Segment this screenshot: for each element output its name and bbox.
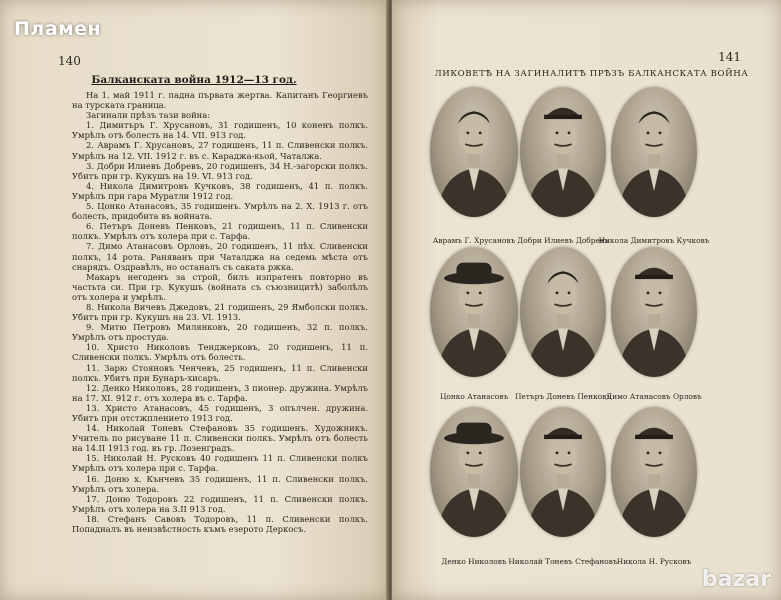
portrait-caption: Денко Николовъ xyxy=(441,557,507,566)
casualty-list xyxy=(72,90,368,534)
seller-watermark: Пламен xyxy=(14,18,102,40)
portrait-photo xyxy=(430,87,518,217)
list-item: 7. Димо Атанасовъ Орловъ, 20 годишенъ, 11 пѣх. Сливенски полкъ, 14 рота. Раняванъ при Чаталджа на седемь мѣста отъ снарядъ. Оздравѣлъ, но останалъ съ саката ржка. xyxy=(72,241,368,272)
portraits-heading: ЛИКОВЕТѢ НА ЗАГИНАЛИТѢ ПРѢЗЪ БАЛКАНСКАТА ВОЙНА xyxy=(434,69,749,79)
list-item: 16. Доню х. Кънчевъ 35 годишенъ, 11 п. Сливенски полкъ. Умрѣлъ отъ холера. xyxy=(72,473,368,494)
portrait-caption: Добри Илиевъ Добревъ xyxy=(517,236,609,245)
list-item: 14. Николай Тоневъ Стефановъ 35 годишенъ. Художникъ. Учитель по рисуване 11 п. Сливенски полкъ. Умрѣлъ отъ болесть на 14.II 1913 год. въ гр. Лозенградъ. xyxy=(72,423,368,454)
list-item: 8. Никола Вичевъ Джедовъ, 21 годишенъ, 29 Ямболски полкъ. Убитъ при гр. Кукушъ на 23. VI. 1913. xyxy=(72,301,368,323)
left-page xyxy=(0,0,388,600)
portrait-photo xyxy=(611,247,697,377)
portrait-photo xyxy=(430,407,518,537)
list-item: 10. Христо Николовъ Тенджерковъ, 20 годишенъ, 11 п. Сливенски полкъ. Умрѣлъ отъ болесть. xyxy=(72,342,368,363)
portrait-photo xyxy=(611,407,697,537)
list-item: Макаръ негоденъ за строй, билъ изпратенъ повторно въ частьта си. При гр. Кукушъ (войната съ съюзницитѣ) заболѣлъ отъ холера и умрѣлъ. xyxy=(72,271,368,302)
list-item: 13. Христо Атанасовъ, 45 годишенъ, 3 опълчен. дружина. Убитъ при отстжплението 1913 год. xyxy=(72,402,368,423)
portrait-caption: Никола Н. Русковъ xyxy=(616,557,692,566)
portrait-caption: Димо Атанасовъ Орловъ xyxy=(606,392,702,401)
list-item: 18. Стефанъ Савовъ Тодоровъ, 11 п. Сливенски полкъ. Попадналъ въ неизвѣстность къмъ езерото Деркосъ. xyxy=(72,513,368,535)
list-item: 3. Добри Илиевъ Добревъ, 20 годишенъ, 34 Н.-загорски полкъ. Убитъ при гр. Кукушъ на 19. VI. 913 год. xyxy=(72,160,368,181)
list-item: 11. Зарю Стояновъ Ченчевъ, 25 годишенъ, 11 п. Сливенски полкъ. Убитъ при Бунаръ-хисаръ. xyxy=(72,362,368,383)
portrait-photo xyxy=(611,87,697,217)
page-number-left: 140 xyxy=(58,54,81,68)
portrait-caption: Цонко Атанасовъ xyxy=(439,392,509,401)
list-item: 4. Никола Димитровъ Кучковъ, 38 годишенъ, 41 п. полкъ. Умрѣлъ при гара Муратли 1912 год. xyxy=(72,180,368,201)
list-item: 9. Митю Петровъ Милянковъ, 20 годишенъ, 32 п. полкъ. Умрѣлъ отъ простуда. xyxy=(72,322,368,343)
list-item: 17. Доню Тодоровъ 22 годишенъ, 11 п. Сливенски полкъ. Умрѣлъ отъ холера на 3.II 913 год. xyxy=(72,493,368,514)
right-page xyxy=(392,0,781,600)
page-number-right: 141 xyxy=(718,50,741,64)
list-item: 6. Петъръ Доневъ Пенковъ, 21 годишенъ, 11 п. Сливенски полкъ. Умрѣлъ отъ холера при с. Тарфа. xyxy=(72,221,368,242)
list-item: 5. Цонко Атанасовъ, 35 годишенъ. Умрѣлъ на 2. Х. 1913 г. отъ болесть, придобита въ войната. xyxy=(72,201,368,222)
section-heading: Балканската война 1912—13 год. xyxy=(91,74,297,86)
list-item: 1. Димитъръ Г. Хрусановъ, 31 годишенъ, 10 коненъ полкъ. Умрѣлъ отъ болесть на 14. VII. 913 год. xyxy=(72,120,368,141)
list-item: Загинали прѣзъ тази война: xyxy=(86,110,211,121)
portrait-photo xyxy=(430,247,518,377)
list-item: На 1. май 1911 г. падна първата жертва. Капитанъ Георгиевъ на турската граница. xyxy=(72,90,368,111)
portrait-caption: Петъръ Доневъ Пенковъ xyxy=(514,392,612,401)
bazar-logo: bazar xyxy=(701,567,771,592)
list-item: 15. Николай Н. Русковъ 40 годишенъ 11 п. Сливенски полкъ Умрѣлъ отъ холера при с. Тарфа. xyxy=(72,453,368,474)
list-item: 12. Денко Николовъ, 28 годишенъ, 3 пионер. дружина. Умрѣлъ на 17. XI. 912 г. отъ холера въ с. Тарфа. xyxy=(72,382,368,403)
portrait-photo xyxy=(520,247,606,377)
list-item: 2. Аврамъ Г. Хрусановъ, 27 годишенъ, 11 п. Сливенски полкъ. Умрѣлъ на 12. VII. 1912 г. въ с. Караджа-кьой, Чаталжа. xyxy=(72,140,368,161)
portrait-caption: Николай Тоневъ Стефановъ xyxy=(508,557,618,566)
portrait-photo xyxy=(520,87,606,217)
portrait-caption: Аврамъ Г. Хрусановъ xyxy=(432,236,516,245)
portrait-caption: Никола Димитровъ Кучковъ xyxy=(598,236,710,245)
portrait-photo xyxy=(520,407,606,537)
